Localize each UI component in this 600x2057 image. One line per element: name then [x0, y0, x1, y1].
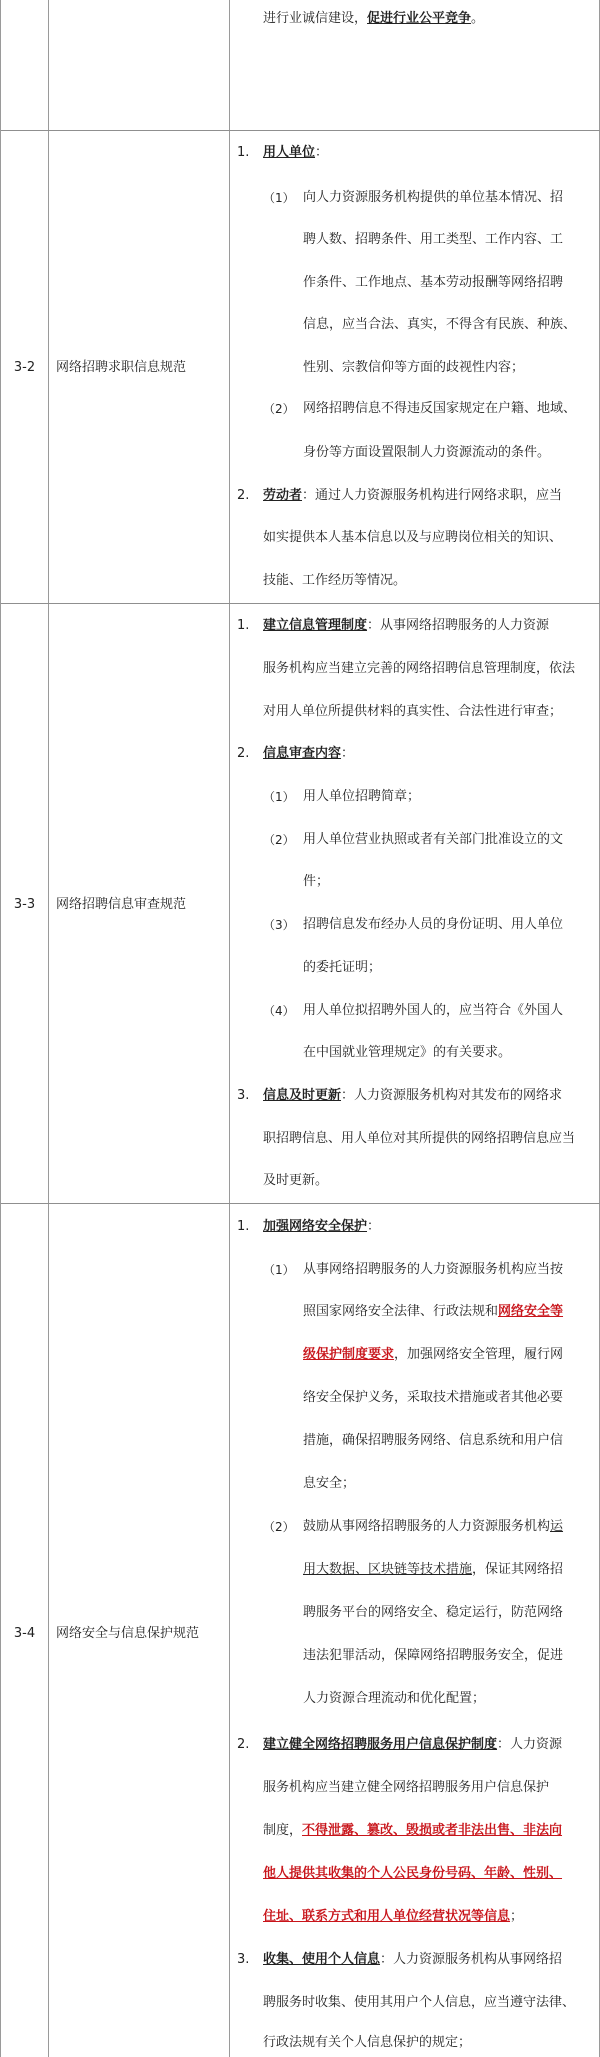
item-number: 1. — [237, 1219, 250, 1234]
text-line: 鼓励从事网络招聘服务的人力资源服务机构运 — [303, 1519, 564, 1534]
text-line: 如实提供本人基本信息以及与应聘岗位相关的知识、 — [263, 530, 563, 545]
row-id: 3-4 — [13, 1626, 36, 1641]
text-line: 性别、宗教信仰等方面的歧视性内容； — [303, 360, 525, 375]
item-number: 3. — [237, 1952, 250, 1967]
column-divider — [48, 0, 49, 2057]
text-line: 职招聘信息、用人单位对其所提供的网络招聘信息应当 — [263, 1131, 576, 1146]
text-line: 用人单位拟招聘外国人的，应当符合《外国人 — [303, 1003, 564, 1018]
sub-number: （2） — [263, 1520, 295, 1534]
item-number: 2. — [237, 746, 250, 761]
item-heading: 劳动者：通过人力资源服务机构进行网络求职，应当 — [263, 488, 563, 503]
text-line: 招聘信息发布经办人员的身份证明、用人单位 — [303, 917, 564, 932]
text-line: 息安全； — [303, 1476, 356, 1491]
text-line: 聘人数、招聘条件、用工类型、工作内容、工 — [303, 232, 564, 247]
item-heading: 用人单位： — [263, 145, 329, 160]
row-divider — [1, 603, 600, 604]
text-line: 向人力资源服务机构提供的单位基本情况、招 — [303, 190, 564, 205]
row-text: 进行业诚信建设，促进行业公平竞争。 — [263, 11, 485, 26]
text-line: 网络招聘信息不得违反国家规定在户籍、地域、 — [303, 401, 577, 416]
item-heading: 建立健全网络招聘服务用户信息保护制度：人力资源 — [263, 1737, 563, 1752]
item-number: 1. — [237, 618, 250, 633]
text-line: 件； — [303, 874, 330, 889]
item-number: 1. — [237, 145, 250, 160]
text-line: 违法犯罪活动，保障网络招聘服务安全，促进 — [303, 1648, 564, 1663]
text-line: 服务机构应当建立健全网络招聘服务用户信息保护 — [263, 1780, 550, 1795]
row-divider — [1, 130, 600, 131]
sub-number: （2） — [263, 833, 295, 847]
text-line: 制度，不得泄露、篡改、毁损或者非法出售、非法向 — [263, 1823, 563, 1838]
item-number: 3. — [237, 1088, 250, 1103]
row-id: 3-3 — [13, 897, 36, 912]
text-line: 及时更新。 — [263, 1173, 329, 1188]
text-line: 技能、工作经历等情况。 — [263, 573, 407, 588]
sub-number: （4） — [263, 1004, 295, 1018]
item-heading: 收集、使用个人信息：人力资源服务机构从事网络招 — [263, 1952, 563, 1967]
text-line: 在中国就业管理规定》的有关要求。 — [303, 1045, 512, 1060]
text-line: 从事网络招聘服务的人力资源服务机构应当按 — [303, 1262, 564, 1277]
text-line: 行政法规有关个人信息保护的规定； — [263, 2035, 472, 2050]
sub-number: （1） — [263, 790, 295, 804]
text-line: 用人单位招聘简章； — [303, 789, 421, 804]
text-line: 信息，应当合法、真实，不得含有民族、种族、 — [303, 317, 577, 332]
text-line: 措施，确保招聘服务网络、信息系统和用户信 — [303, 1433, 564, 1448]
row-name: 网络招聘求职信息规范 — [56, 360, 187, 375]
text-line: 聘服务平台的网络安全、稳定运行，防范网络 — [303, 1605, 564, 1620]
row-id: 3-2 — [13, 360, 36, 375]
sub-number: （1） — [263, 1263, 295, 1277]
item-heading: 建立信息管理制度：从事网络招聘服务的人力资源 — [263, 618, 550, 633]
text-line: 级保护制度要求，加强网络安全管理，履行网 — [303, 1347, 564, 1362]
item-number: 2. — [237, 1737, 250, 1752]
text-line: 身份等方面设置限制人力资源流动的条件。 — [303, 445, 551, 460]
row-name: 网络招聘信息审查规范 — [56, 897, 187, 912]
text-line: 对用人单位所提供材料的真实性、合法性进行审查； — [263, 704, 563, 719]
text-line: 作条件、工作地点、基本劳动报酬等网络招聘 — [303, 275, 564, 290]
item-heading: 信息审查内容： — [263, 746, 355, 761]
text-line: 用人单位营业执照或者有关部门批准设立的文 — [303, 832, 564, 847]
item-heading: 信息及时更新：人力资源服务机构对其发布的网络求 — [263, 1088, 563, 1103]
column-divider — [229, 0, 230, 2057]
text-line: 用大数据、区块链等技术措施，保证其网络招 — [303, 1562, 564, 1577]
text-line: 服务机构应当建立完善的网络招聘信息管理制度，依法 — [263, 661, 576, 676]
row-name: 网络安全与信息保护规范 — [56, 1626, 200, 1641]
sub-number: （2） — [263, 402, 295, 416]
text-line: 聘服务时收集、使用其用户个人信息，应当遵守法律、 — [263, 1995, 576, 2010]
text-line: 人力资源合理流动和优化配置； — [303, 1691, 486, 1706]
text-line: 的委托证明； — [303, 960, 382, 975]
text-line: 络安全保护义务，采取技术措施或者其他必要 — [303, 1390, 564, 1405]
text-line: 照国家网络安全法律、行政法规和网络安全等 — [303, 1304, 564, 1319]
item-number: 2. — [237, 488, 250, 503]
sub-number: （3） — [263, 918, 295, 932]
text-line: 住址、联系方式和用人单位经营状况等信息； — [263, 1909, 524, 1924]
sub-number: （1） — [263, 191, 295, 205]
item-heading: 加强网络安全保护： — [263, 1219, 381, 1234]
text-line: 他人提供其收集的个人公民身份号码、年龄、性别、 — [263, 1866, 563, 1881]
row-divider — [1, 1203, 600, 1204]
